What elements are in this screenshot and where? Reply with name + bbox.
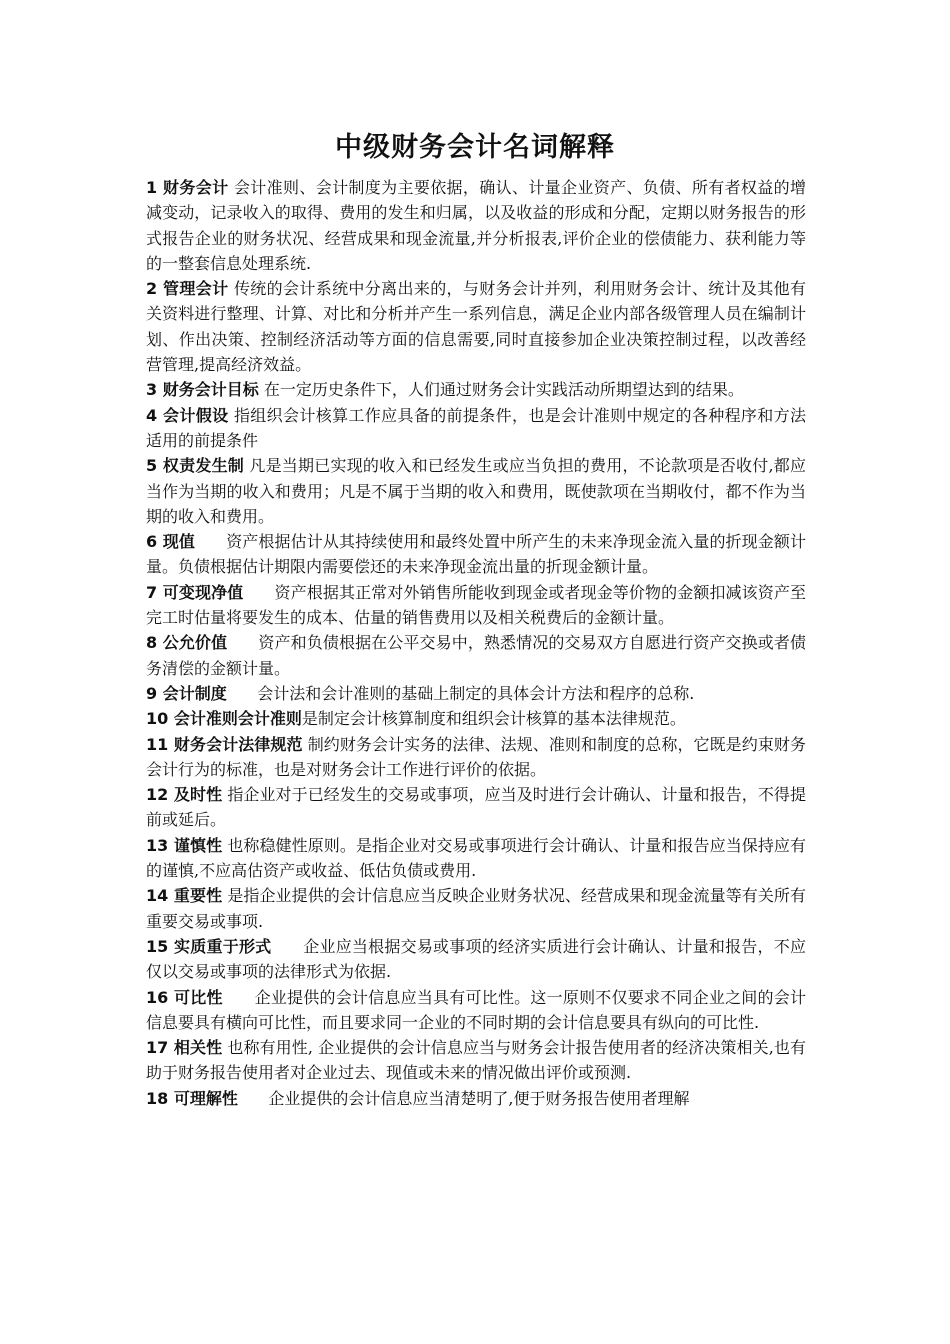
glossary-term: 14 重要性	[146, 886, 223, 906]
glossary-term: 10 会计准则会计准则	[146, 709, 302, 729]
glossary-definition: 会计准则、会计制度为主要依据，确认、计量企业资产、负债、所有者权益的增减变动，记录收入的取得、费用的发生和归属，以及收益的形成和分配，定期以财务报告的形式报告企业的财务状况、经营成果和现金流量,并分析报表,评价企业的偿债能力、获利能力等的一整套信息处理系统.	[146, 178, 806, 273]
glossary-term: 12 及时性	[146, 785, 223, 805]
glossary-definition: 指企业对于已经发生的交易或事项，应当及时进行会计确认、计量和报告，不得提前或延后。	[146, 785, 806, 830]
glossary-entry	[146, 681, 806, 706]
glossary-definition: 凡是当期已实现的收入和已经发生或应当负担的费用，不论款项是否收付,都应当作为当期的收入和费用；凡是不属于当期的收入和费用，既使款项在当期收付，都不作为当期的收入和费用。	[146, 456, 806, 526]
glossary-definition: 会计法和会计准则的基础上制定的具体会计方法和程序的总称.	[257, 683, 695, 703]
glossary-entry	[146, 706, 806, 731]
glossary-term: 13 谨慎性	[146, 835, 223, 855]
glossary-entry	[146, 1086, 806, 1111]
glossary-term: 6 现值	[146, 532, 196, 552]
glossary-term: 7 可变现净值	[146, 582, 244, 602]
glossary-definition: 传统的会计系统中分离出来的，与财务会计并列，利用财务会计、统计及其他有关资料进行整理、计算、对比和分析并产生一系列信息，满足企业内部各级管理人员在编制计划、作出决策、控制经济活动等方面的信息需要,同时直接参加企业决策控制过程，以改善经营管理,提高经济效益。	[146, 279, 806, 375]
term-spacer	[271, 937, 303, 956]
glossary-term: 15 实质重于形式	[146, 936, 272, 956]
glossary-term: 11 财务会计法律规范	[146, 734, 303, 754]
glossary-definition: 也称有用性, 企业提供的会计信息应当与财务会计报告使用者的经济决策相关,也有助于财务报告使用者对企业过去、现值或未来的情况做出评价或预测.	[146, 1038, 806, 1083]
glossary-entry	[146, 630, 806, 681]
glossary-definition: 也称稳健性原则。是指企业对交易或事项进行会计确认、计量和报告应当保持应有的谨慎,不应高估资产或收益、低估负债或费用.	[146, 835, 806, 881]
glossary-entry	[146, 985, 806, 1036]
glossary-entry	[146, 529, 806, 580]
glossary-definition: 在一定历史条件下，人们通过财务会计实践活动所期望达到的结果。	[263, 380, 744, 400]
glossary-entry	[146, 276, 806, 377]
glossary-term: 1 财务会计	[146, 178, 229, 197]
glossary-entry	[146, 580, 806, 631]
glossary-list	[146, 175, 806, 1111]
glossary-term: 8 公允价值	[146, 633, 228, 653]
glossary-definition: 资产和负债根据在公平交易中，熟悉情况的交易双方自愿进行资产交换或者债务清偿的金额计量。	[146, 633, 806, 678]
glossary-term: 18 可理解性	[146, 1088, 238, 1108]
glossary-entry	[146, 883, 806, 934]
glossary-definition: 指组织会计核算工作应具备的前提条件，也是会计准则中规定的各种程序和方法适用的前提条件	[146, 405, 806, 450]
glossary-definition: 企业应当根据交易或事项的经济实质进行会计确认、计量和报告，不应仅以交易或事项的法律形式为依据.	[146, 936, 806, 982]
term-spacer	[238, 1089, 269, 1108]
glossary-entry	[146, 833, 806, 884]
document-title: 中级财务会计名词解释	[335, 132, 615, 163]
glossary-definition: 资产根据其正常对外销售所能收到现金或者现金等价物的金额扣减该资产至完工时估量将要发生的成本、估量的销售费用以及相关税费后的金额计量。	[146, 582, 806, 628]
glossary-definition: 资产根据估计从其持续使用和最终处置中所产生的未来净现金流入量的折现金额计量。负债根据估计期限内需要偿还的未来净现金流出量的折现金额计量。	[146, 532, 806, 577]
glossary-definition: 制约财务会计实务的法律、法规、准则和制度的总称，它既是约束财务会计行为的标准，也是对财务会计工作进行评价的依据。	[146, 734, 806, 779]
glossary-entry	[146, 175, 806, 276]
term-spacer	[227, 684, 258, 703]
term-spacer	[227, 633, 258, 652]
glossary-term: 9 会计制度	[146, 683, 227, 703]
glossary-definition: 企业提供的会计信息应当具有可比性。这一原则不仅要求不同企业之间的会计信息要具有横向可比性，而且要求同一企业的不同时期的会计信息要具有纵向的可比性.	[146, 987, 806, 1032]
glossary-entry	[146, 377, 806, 402]
glossary-term: 3 财务会计目标	[146, 380, 259, 400]
glossary-entry	[146, 934, 806, 985]
glossary-definition: 企业提供的会计信息应当清楚明了,便于财务报告使用者理解	[268, 1088, 690, 1108]
glossary-term: 16 可比性	[146, 987, 223, 1007]
glossary-definition: 是指企业提供的会计信息应当反映企业财务状况、经营成果和现金流量等有关所有重要交易或事项.	[146, 886, 806, 931]
term-spacer	[243, 583, 274, 602]
term-spacer	[195, 532, 226, 551]
term-spacer	[223, 988, 255, 1007]
glossary-entry	[146, 453, 806, 529]
glossary-term: 4 会计假设	[146, 405, 229, 425]
glossary-term: 2 管理会计	[146, 279, 229, 299]
glossary-entry	[146, 732, 806, 783]
glossary-term: 17 相关性	[146, 1038, 223, 1058]
glossary-entry	[146, 1035, 806, 1086]
glossary-entry	[146, 782, 806, 833]
glossary-term: 5 权责发生制	[146, 456, 245, 476]
glossary-definition: 是制定会计核算制度和组织会计核算的基本法律规范。	[301, 709, 686, 729]
glossary-entry	[146, 403, 806, 454]
